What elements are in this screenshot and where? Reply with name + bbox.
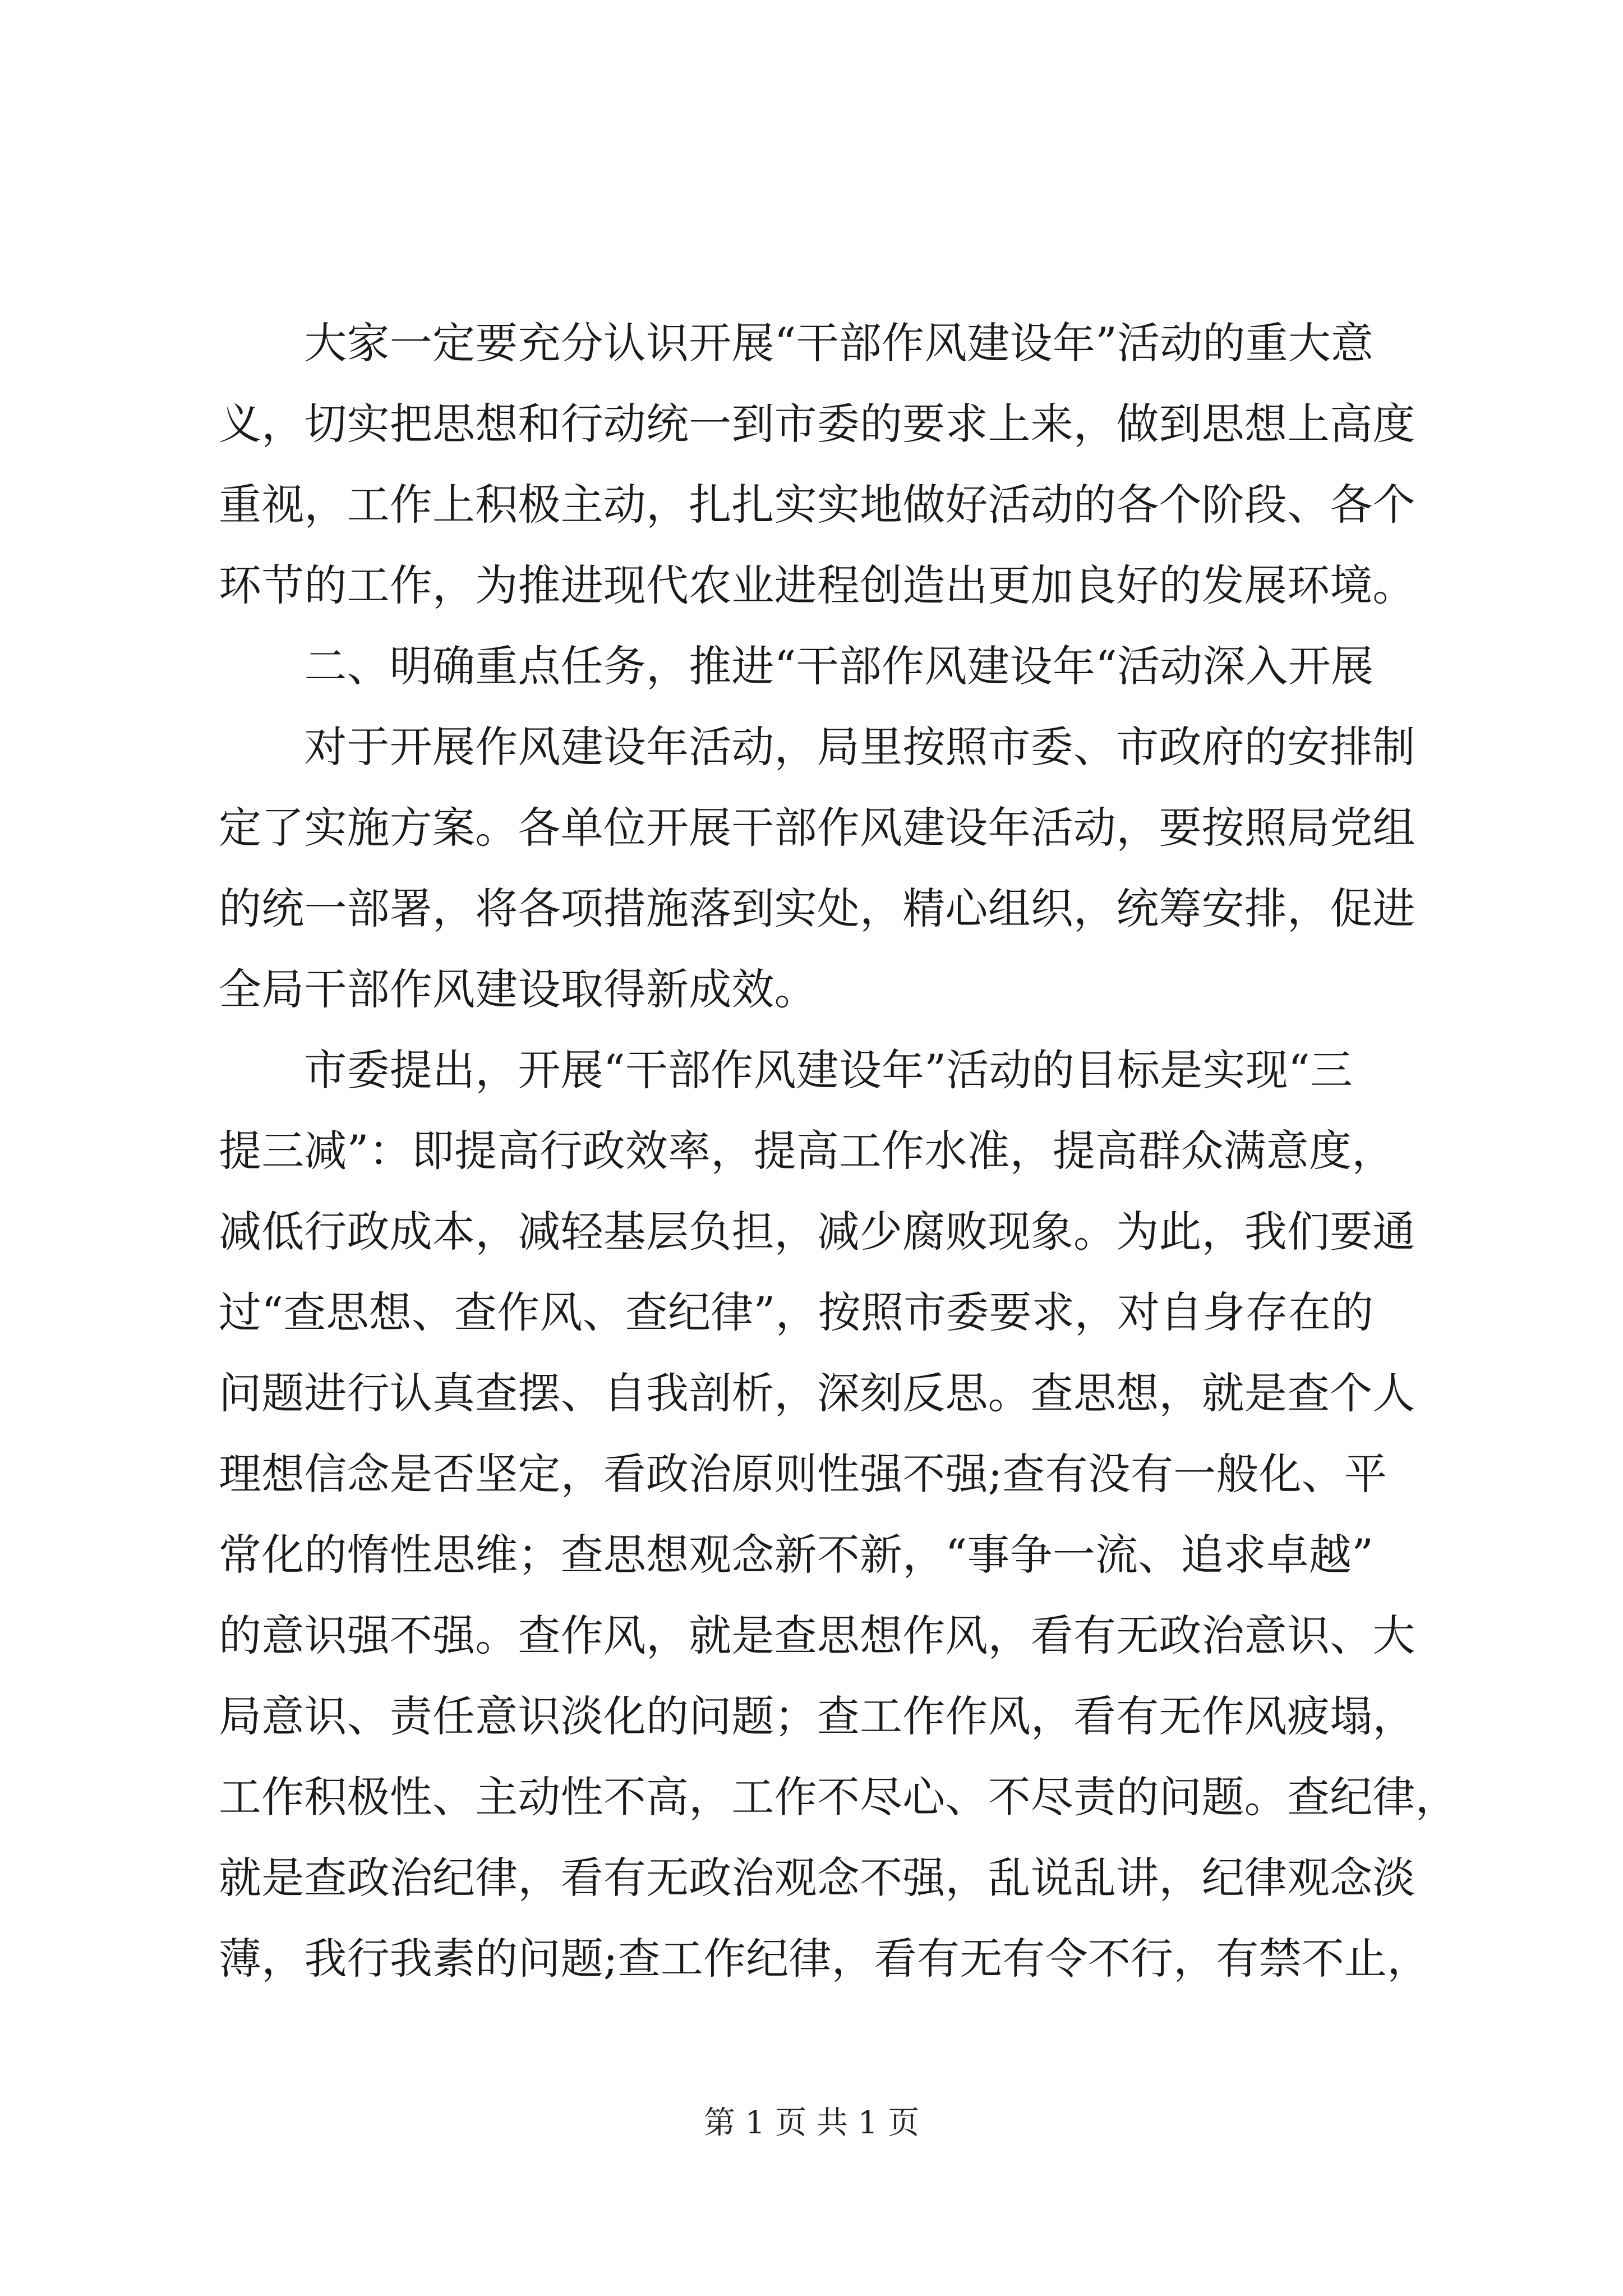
text-line: 的意识强不强。查作风，就是查思想作风，看有无政治意识、大 [219,1611,1415,1660]
text-line: 定了实施方案。各单位开展干部作风建设年活动，要按照局党组 [219,803,1415,853]
page-footer [0,2104,1623,2143]
text-line: 的统一部署，将各项措施落到实处，精心组织，统筹安排，促进 [219,884,1415,933]
text-line: 义，切实把思想和行动统一到市委的要求上来，做到思想上高度 [219,399,1415,449]
text-line: 工作积极性、主动性不高，工作不尽心、不尽责的问题。查纪律， [219,1772,1458,1822]
section-heading: 二、明确重点任务，推进“干部作风建设年“活动深入开展 [219,641,1374,691]
text-line: 过“查思想、查作风、查纪律”，按照市委要求，对自身存在的 [219,1287,1374,1337]
text-line: 减低行政成本，减轻基层负担，减少腐败现象。为此，我们要通 [219,1207,1415,1257]
text-line: 大家一定要充分认识开展“干部作风建设年”活动的重大意 [219,318,1374,368]
text-line: 环节的工作，为推进现代农业进程创造出更加良好的发展环境。 [219,560,1415,610]
text-line: 常化的惰性思维；查思想观念新不新，“事争一流、追求卓越” [219,1530,1374,1580]
text-line: 重视，工作上积极主动，扎扎实实地做好活动的各个阶段、各个 [219,480,1415,530]
text-line: 全局干部作风建设取得新成效。 [219,964,817,1014]
text-line: 局意识、责任意识淡化的问题；查工作作风，看有无作风疲塌， [219,1691,1415,1741]
text-line: 对于开展作风建设年活动，局里按照市委、市政府的安排制 [219,722,1415,772]
text-line: 问题进行认真查摆、自我剖析，深刻反思。查思想，就是查个人 [219,1368,1415,1418]
document-body [219,303,1458,1999]
page-number: 第 1 页 共 1 页 [703,2105,920,2141]
text-line: 理想信念是否坚定，看政治原则性强不强;查有没有一般化、平 [219,1449,1387,1499]
text-line: 薄，我行我素的问题;查工作纪律，看有无有令不行，有禁不止， [219,1934,1430,1984]
text-line: 市委提出，开展“干部作风建设年”活动的目标是实现“三 [219,1045,1353,1095]
text-line: 就是查政治纪律，看有无政治观念不强，乱说乱讲，纪律观念淡 [219,1853,1415,1903]
text-line: 提三减”：即提高行政效率，提高工作水准，提高群众满意度， [219,1126,1395,1176]
